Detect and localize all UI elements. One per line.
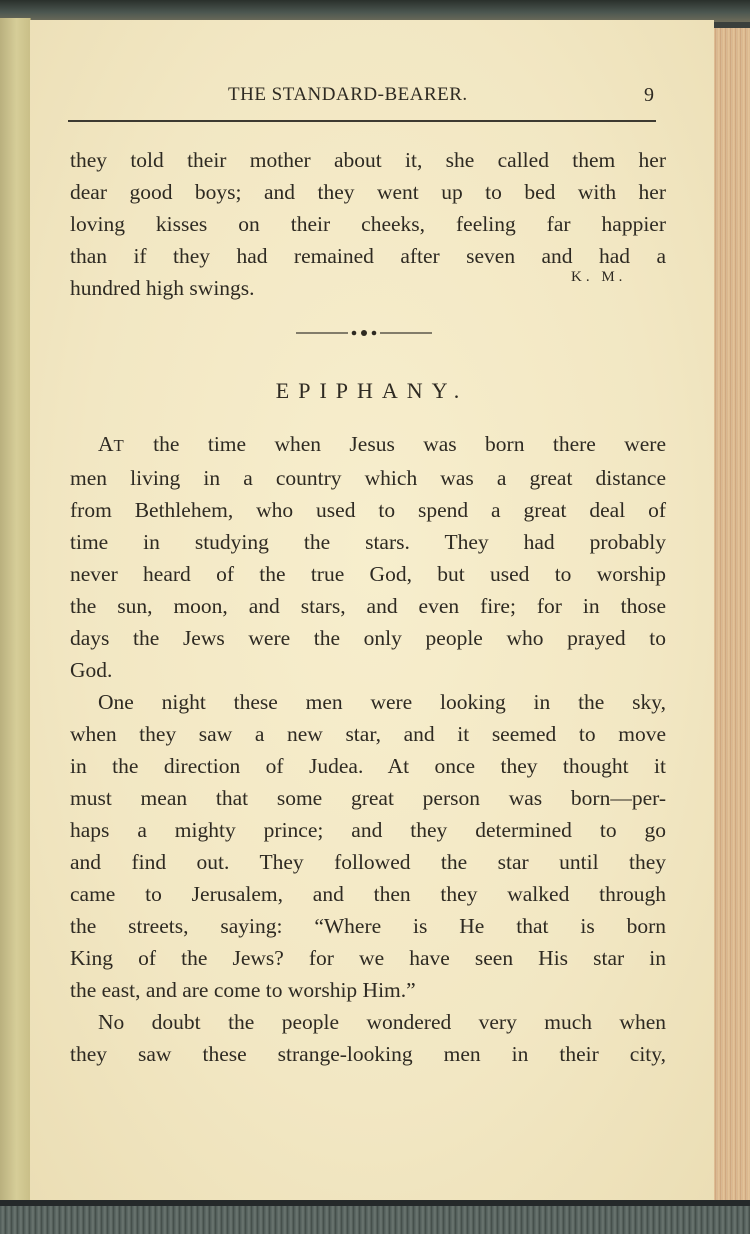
text-line: time in studying the stars. They had probably	[70, 530, 666, 554]
book-binding-bottom	[0, 1200, 750, 1234]
text-line: hundred high swings.	[70, 276, 255, 300]
first-line-text: the time when Jesus was born there were	[124, 432, 666, 456]
text-line: One night these men were looking in the sky,	[98, 690, 666, 714]
author-signature: K. M.	[571, 269, 627, 285]
text-line: No doubt the people wondered very much when	[98, 1010, 666, 1034]
page-stack-edges	[712, 28, 750, 1200]
header-rule	[68, 120, 656, 122]
facing-page-edge	[0, 18, 31, 1208]
running-title: THE STANDARD-BEARER.	[228, 84, 468, 105]
section-divider-ornament	[296, 326, 432, 340]
drop-word-rest: T	[113, 436, 125, 455]
page-number: 9	[644, 84, 655, 106]
text-line: they told their mother about it, she called them her	[70, 148, 666, 172]
book-page	[30, 20, 714, 1200]
book-binding-top	[0, 0, 750, 22]
text-line: and find out. They followed the star until they	[70, 850, 666, 874]
text-line: in the direction of Judea. At once they thought it	[70, 754, 666, 778]
text-line: loving kisses on their cheeks, feeling far happier	[70, 212, 666, 236]
text-line: men living in a country which was a great distance	[70, 466, 666, 490]
text-line: they saw these strange-looking men in their city,	[70, 1042, 666, 1066]
text-line: the east, and are come to worship Him.”	[70, 978, 416, 1002]
text-line: when they saw a new star, and it seemed to move	[70, 722, 666, 746]
text-line: than if they had remained after seven and had a	[70, 244, 666, 268]
text-line: must mean that some great person was born—per-	[70, 786, 666, 810]
running-head	[30, 84, 714, 110]
text-line: King of the Jews? for we have seen His star in	[70, 946, 666, 970]
paragraph-first-line	[70, 428, 666, 462]
section-title: EPIPHANY.	[275, 378, 469, 403]
text-line: haps a mighty prince; and they determined to go	[70, 818, 666, 842]
section-body	[70, 428, 666, 1070]
text-line: God.	[70, 658, 113, 682]
drop-word-cap: A	[98, 432, 114, 456]
text-line: never heard of the true God, but used to worship	[70, 562, 666, 586]
text-line: dear good boys; and they went up to bed with her	[70, 180, 666, 204]
text-line: days the Jews were the only people who prayed to	[70, 626, 666, 650]
text-line: came to Jerusalem, and then they walked through	[70, 882, 666, 906]
text-line: the sun, moon, and stars, and even fire; for in those	[70, 594, 666, 618]
text-line: from Bethlehem, who used to spend a great deal of	[70, 498, 666, 522]
text-line: the streets, saying: “Where is He that is born	[70, 914, 666, 938]
